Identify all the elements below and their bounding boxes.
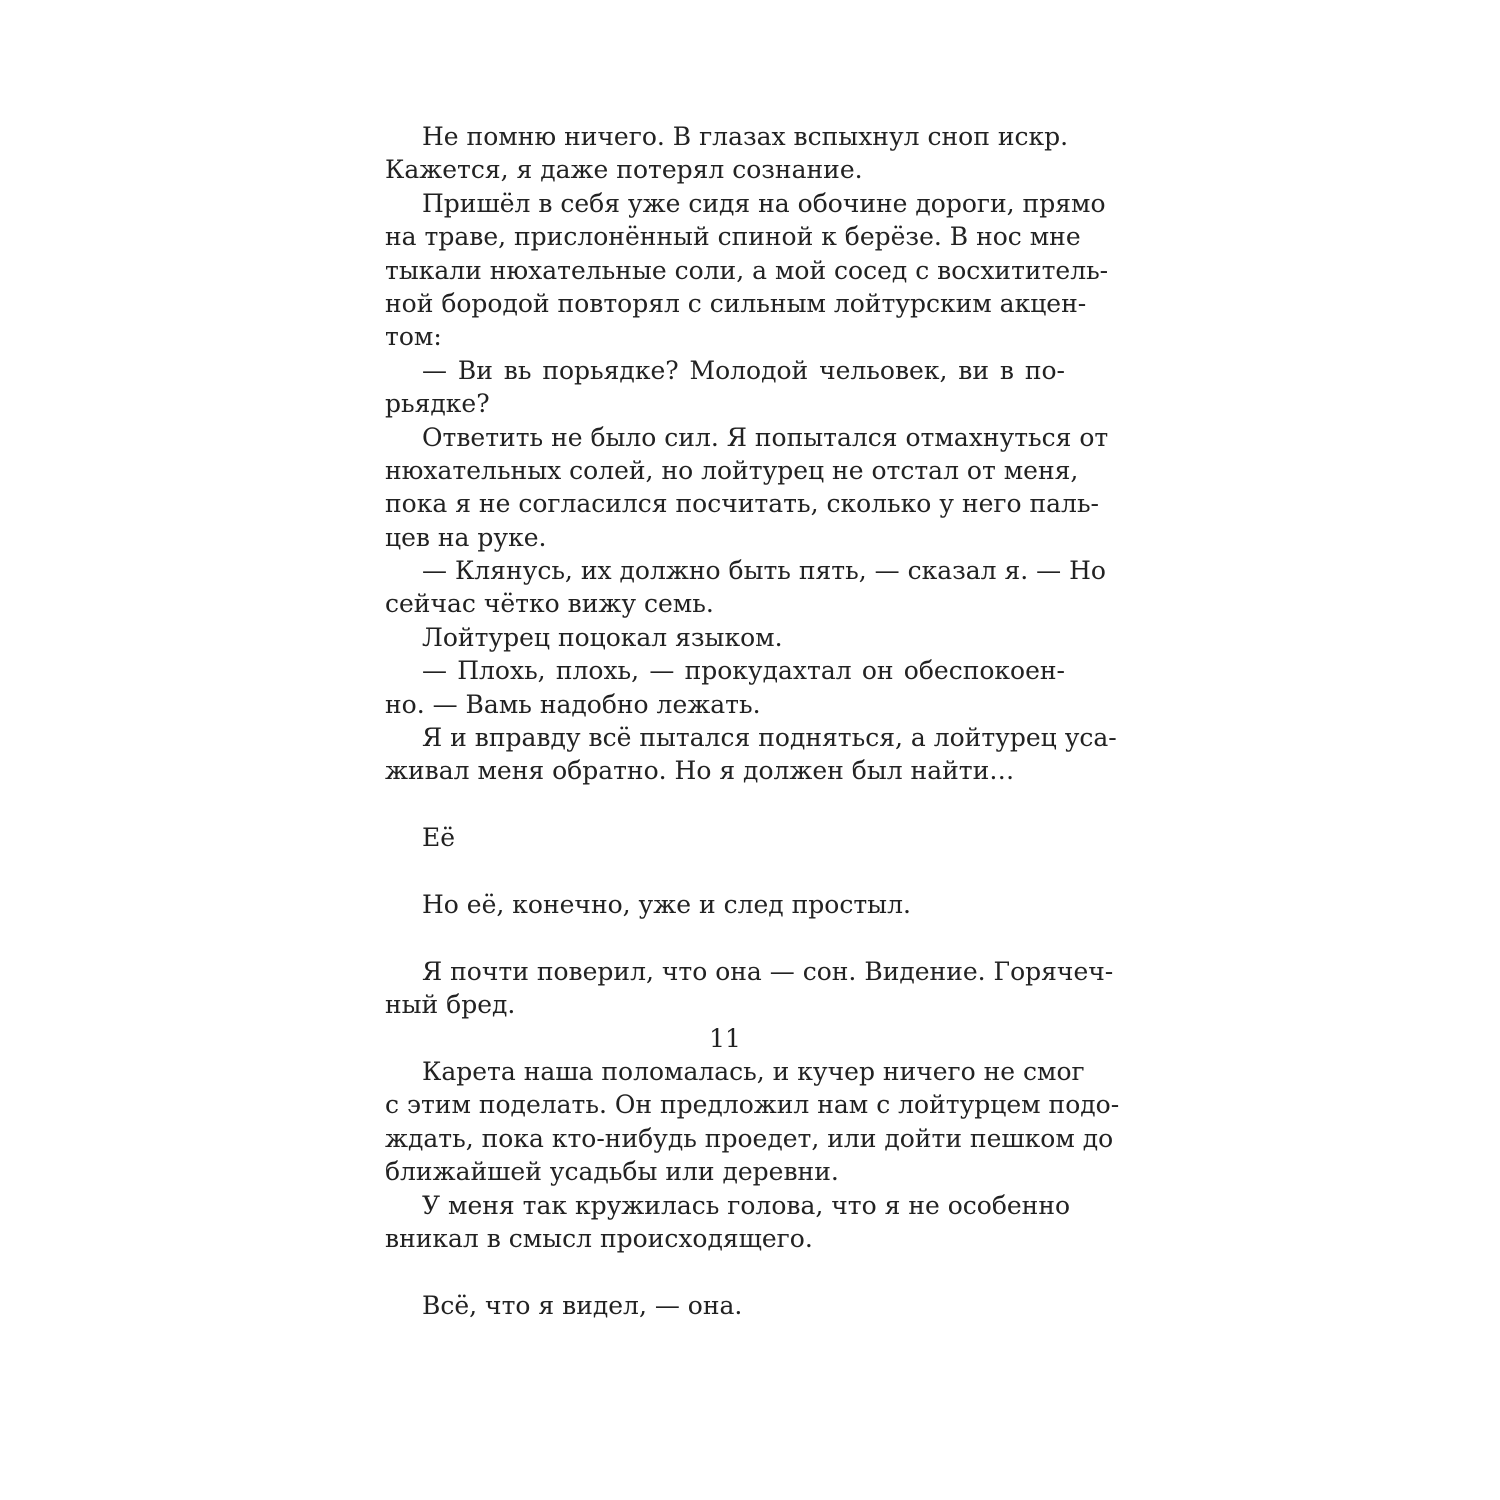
text-line: ный бред. xyxy=(385,990,516,1020)
text-line: живал меня обратно. Но я должен был найти… xyxy=(385,756,1015,786)
text-line: рьядке? xyxy=(385,389,490,419)
text-line: тыкали нюхательные соли, а мой сосед с восхититель- xyxy=(385,255,1109,285)
text-line: цев на руке. xyxy=(385,522,547,552)
text-line: вникал в смысл происходящего. xyxy=(385,1223,813,1253)
text-line: — Плохь, плохь, — прокудахтал он обеспокоен- xyxy=(422,656,1065,686)
text-line: Ответить не было сил. Я попытался отмахнуться от xyxy=(422,422,1109,452)
text-line: Не помню ничего. В глазах вспыхнул сноп искр. xyxy=(422,122,1069,151)
text-line: том: xyxy=(385,322,442,352)
text-line: Её xyxy=(422,823,456,853)
blank-line xyxy=(385,855,1065,888)
text-line: Пришёл в себя уже сидя на обочине дороги, прямо xyxy=(422,188,1106,218)
text-line: — Ви вь порьядке? Молодой чельовек, ви в по- xyxy=(422,355,1065,385)
text-line: ближайшей усадьбы или деревни. xyxy=(385,1157,839,1187)
text-line: Всё, что я видел, — она. xyxy=(422,1290,743,1320)
text-line: Я и вправду всё пытался подняться, а лойтурец уса- xyxy=(422,723,1117,753)
text-line: сейчас чётко вижу семь. xyxy=(385,589,714,619)
blank-line xyxy=(385,1255,1065,1288)
text-line: Я почти поверил, что она — сон. Видение. Горячеч- xyxy=(422,956,1114,986)
text-line: с этим поделать. Он предложил нам с лойтурцем подо- xyxy=(385,1090,1120,1120)
page-number: 11 xyxy=(709,1024,741,1053)
text-line: Лойтурец поцокал языком. xyxy=(422,622,783,652)
blank-line xyxy=(385,921,1065,954)
text-line: Карета наша поломалась, и кучер ничего не смог xyxy=(422,1056,1085,1086)
text-line: на траве, прислонённый спиной к берёзе. В нос мне xyxy=(385,222,1081,252)
text-line: пока я не согласился посчитать, сколько у него паль- xyxy=(385,489,1100,519)
text-line: ной бородой повторял с сильным лойтурским акцен- xyxy=(385,288,1087,318)
text-line: но. — Вамь надобно лежать. xyxy=(385,689,761,719)
body-text xyxy=(385,120,1120,1322)
text-line: — Клянусь, их должно быть пять, — сказал я. — Но xyxy=(422,556,1106,586)
text-line: Кажется, я даже потерял сознание. xyxy=(385,155,863,185)
blank-line xyxy=(385,788,1065,821)
text-line: Но её, конечно, уже и след простыл. xyxy=(422,889,911,919)
text-line: ждать, пока кто-нибудь проедет, или дойти пешком до xyxy=(385,1123,1114,1153)
text-line: нюхательных солей, но лойтурец не отстал от меня, xyxy=(385,455,1079,485)
text-line: У меня так кружилась голова, что я не особенно xyxy=(422,1190,1071,1220)
